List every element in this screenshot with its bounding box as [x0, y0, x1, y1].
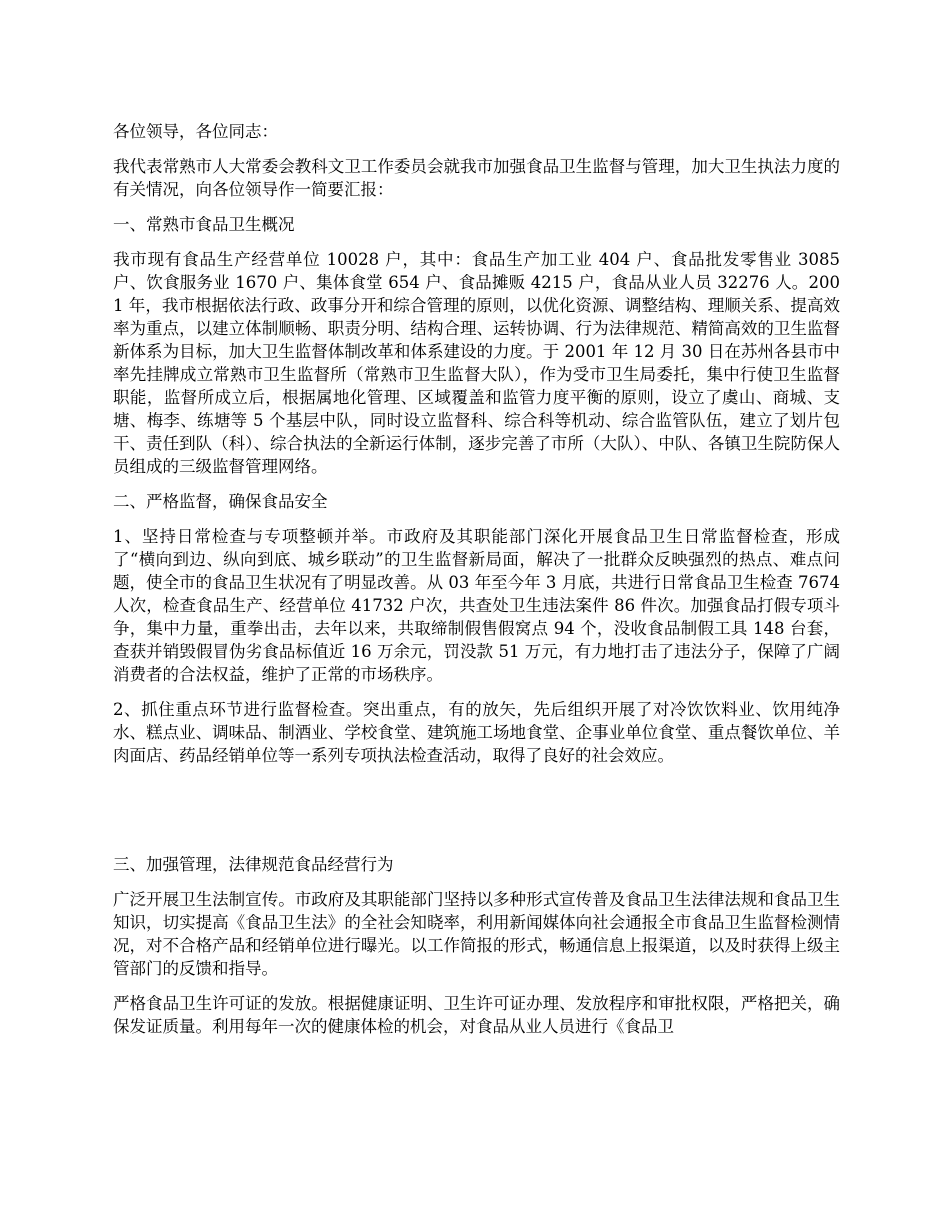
section1-body: 我市现有食品生产经营单位 10028 户，其中：食品生产加工业 404 户、食品批发零售业 3085 户、饮食服务业 1670 户、集体食堂 654 户、食品摊贩 4215 户，食品从业人员 32276 人。2001 年，我市根据依法行政、政事分开和综合管理的原则，以优化资源、调整结构、理顺关系、提高效率为重点，以建立体制顺畅、职责分明、结构合理、运转协调、行为法律规范、精简高效的卫生监督新体系为目标，加大卫生监督体制改革和体系建设的力度。于 2001 年 12 月 30 日在苏州各县市中率先挂牌成立常熟市卫生监督所（常熟市卫生监督大队），作为受市卫生局委托，集中行使卫生监督职能，监督所成立后，根据属地化管理、区域覆盖和监管力度平衡的原则，设立了虞山、商城、支塘、梅李、练塘等 5 个基层中队，同时设立监督科、综合科等机动、综合监管队伍，建立了划片包干、责任到队（科）、综合执法的全新运行体制，逐步完善了市所（大队）、中队、各镇卫生院防保人员组成的三级监督管理网络。	[113, 250, 840, 476]
intro-paragraph: 我代表常熟市人大常委会教科文卫工作委员会就我市加强食品卫生监督与管理，加大卫生执法力度的有关情况，向各位领导作一简要汇报：	[113, 157, 840, 199]
section1-heading: 一、常熟市食品卫生概况	[113, 215, 295, 234]
section2-heading: 二、严格监督，确保食品安全	[113, 492, 328, 511]
section-spacer	[113, 779, 840, 853]
section3-para2: 严格食品卫生许可证的发放。根据健康证明、卫生许可证办理、发放程序和审批权限，严格把关，确保发证质量。利用每年一次的健康体检的机会，对食品从业人员进行《食品卫	[113, 994, 840, 1036]
document-page	[113, 120, 840, 1050]
section3-heading: 三、加强管理，法律规范食品经营行为	[113, 855, 394, 874]
salutation: 各位领导，各位同志：	[113, 122, 278, 141]
section3-para1: 广泛开展卫生法制宣传。市政府及其职能部门坚持以多种形式宣传普及食品卫生法律法规和食品卫生知识，切实提高《食品卫生法》的全社会知晓率，利用新闻媒体向社会通报全市食品卫生监督检测情况，对不合格产品和经销单位进行曝光。以工作简报的形式，畅通信息上报渠道，以及时获得上级主管部门的反馈和指导。	[113, 890, 840, 978]
section2-item1: 1、坚持日常检查与专项整顿并举。市政府及其职能部门深化开展食品卫生日常监督检查，形成了“横向到边、纵向到底、城乡联动”的卫生监督新局面，解决了一批群众反映强烈的热点、难点问题，使全市的食品卫生状况有了明显改善。从 03 年至今年 3 月底，共进行日常食品卫生检查 7674 人次，检查食品生产、经营单位 41732 户次，共查处卫生违法案件 86 件次。加强食品打假专项斗争，集中力量，重拳出击，去年以来，共取缔制假售假窝点 94 个，没收食品制假工具 148 台套，查获并销毁假冒伪劣食品标值近 16 万余元，罚没款 51 万元，有力地打击了违法分子，保障了广阔消费者的合法权益，维护了正常的市场秩序。	[113, 527, 840, 684]
section2-item2: 2、抓住重点环节进行监督检查。突出重点，有的放矢，先后组织开展了对冷饮饮料业、饮用纯净水、糕点业、调味品、制酒业、学校食堂、建筑施工场地食堂、企事业单位食堂、重点餐饮单位、羊肉面店、药品经销单位等一系列专项执法检查活动，取得了良好的社会效应。	[113, 700, 840, 765]
